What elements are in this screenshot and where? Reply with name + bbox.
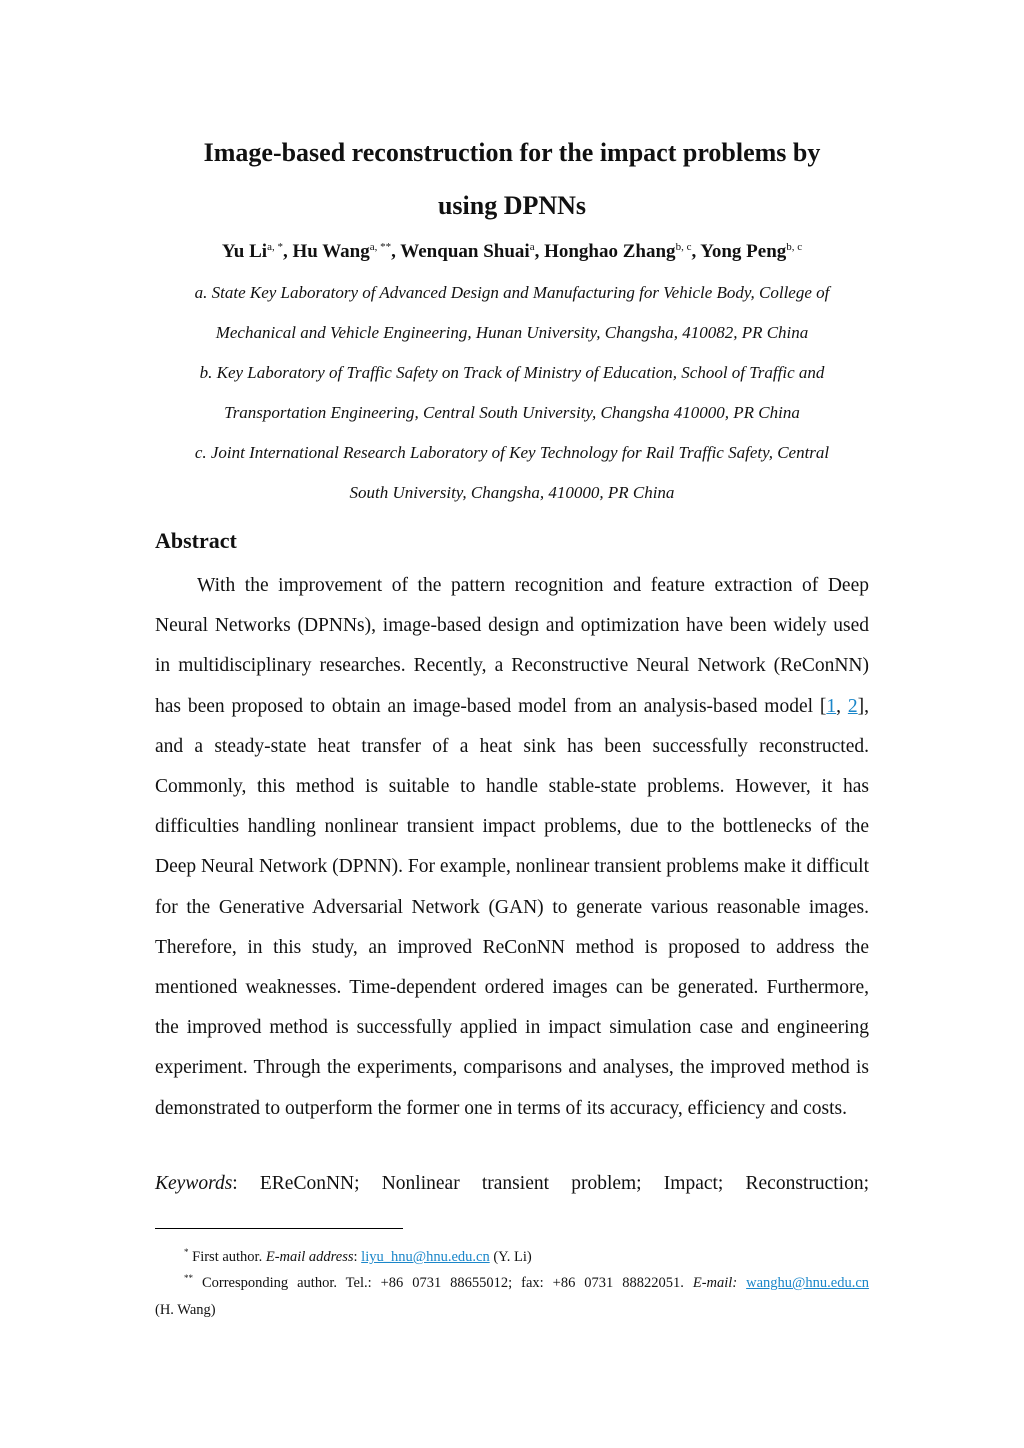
author-name: Hu Wang [292, 241, 370, 262]
abstract-body [155, 566, 869, 1129]
footnote-colon: : [353, 1249, 362, 1265]
reference-link-2[interactable]: 2 [847, 695, 858, 717]
footnote-marker: * [184, 1247, 189, 1257]
footnote-corresponding-author [184, 1273, 869, 1293]
author-affiliation-marker: a [529, 241, 535, 253]
author-name: Honghao Zhang [544, 241, 676, 262]
email-link-yu-li[interactable]: liyu_hnu@hnu.edu.cn [361, 1249, 490, 1265]
footnote-divider [155, 1228, 403, 1229]
affiliation-line: South University, Changsha, 410000, PR China [349, 483, 675, 502]
keywords-text: : EReConNN; Nonlinear transient problem; Impact; Reconstruction; [232, 1173, 869, 1194]
affiliation-line: c. Joint International Research Laboratory of Key Technology for Rail Traffic Safety, Central [194, 443, 830, 462]
footnote-text: First author. [188, 1249, 266, 1265]
author-name: Yong Peng [700, 241, 787, 262]
affiliation-line: Mechanical and Vehicle Engineering, Hunan University, Changsha, 410082, PR China [215, 323, 809, 342]
author-name: Wenquan Shuai [400, 241, 530, 262]
affiliation-line: b. Key Laboratory of Traffic Safety on Track of Ministry of Education, School of Traffic and [199, 363, 825, 382]
email-label: E-mail address [265, 1249, 354, 1265]
abstract-text-part-1: With the improvement of the pattern recognition and feature extraction of Deep Neural Networks (DPNNs), image-based design and optimization have been widely used in multidisciplinary researches. Recently, a Reconstructive Neural Network (ReConNN) has been proposed to obtain an image-based model from an analysis-based model [ [155, 575, 869, 717]
footnote-text: Corresponding author. Tel.: +86 0731 88655012; fax: +86 0731 88822051. [193, 1275, 693, 1291]
affiliation-line: a. State Key Laboratory of Advanced Design and Manufacturing for Vehicle Body, College of [194, 283, 830, 302]
author-affiliation-marker: b, c [675, 241, 692, 253]
reference-link-1[interactable]: 1 [826, 695, 837, 717]
paper-title-line-2: using DPNNs [437, 191, 587, 220]
author-separator: , [534, 241, 545, 262]
author-list [0, 239, 1024, 265]
author-affiliation-marker: a, ** [369, 241, 392, 253]
footnote-first-author [184, 1247, 532, 1267]
keywords-label: Keywords [155, 1173, 233, 1194]
footnote-space [737, 1275, 746, 1291]
footnote-corresponding-author-name: (H. Wang) [155, 1302, 216, 1318]
affiliation-line: Transportation Engineering, Central South University, Changsha 410000, PR China [224, 403, 800, 422]
author-name: Yu Li [221, 241, 268, 262]
author-separator: , [691, 241, 701, 262]
author-affiliation-marker: a, * [267, 241, 283, 253]
author-separator: , [282, 241, 293, 262]
author-separator: , [391, 241, 401, 262]
email-link-hu-wang[interactable]: wanghu@hnu.edu.cn [746, 1275, 870, 1291]
footnote-marker: ** [184, 1273, 193, 1283]
author-affiliation-marker: b, c [786, 241, 803, 253]
reference-separator: , [836, 695, 848, 717]
footnote-suffix: (Y. Li) [489, 1249, 532, 1265]
abstract-heading: Abstract [155, 528, 237, 553]
keywords-line [155, 1171, 869, 1197]
email-label: E-mail: [692, 1275, 738, 1291]
abstract-text-part-2: ], and a steady-state heat transfer of a heat sink has been successfully reconstructed. Commonly, this method is suitable to handle stable-state problems. However, it has difficulties handling nonlinear transient impact problems, due to the bottlenecks of the Deep Neural Network (DPNN). For example, nonlinear transient problems make it difficult for the Generative Adversarial Network (GAN) to generate various reasonable images. Therefore, in this study, an improved ReConNN method is proposed to address the mentioned weaknesses. Time-dependent ordered images can be generated. Furthermore, the improved method is successfully applied in impact simulation case and engineering experiment. Through the experiments, comparisons and analyses, the improved method is demonstrated to outperform the former one in terms of its accuracy, efficiency and costs. [155, 695, 869, 1119]
paper-title-line-1: Image-based reconstruction for the impact problems by [203, 138, 821, 167]
